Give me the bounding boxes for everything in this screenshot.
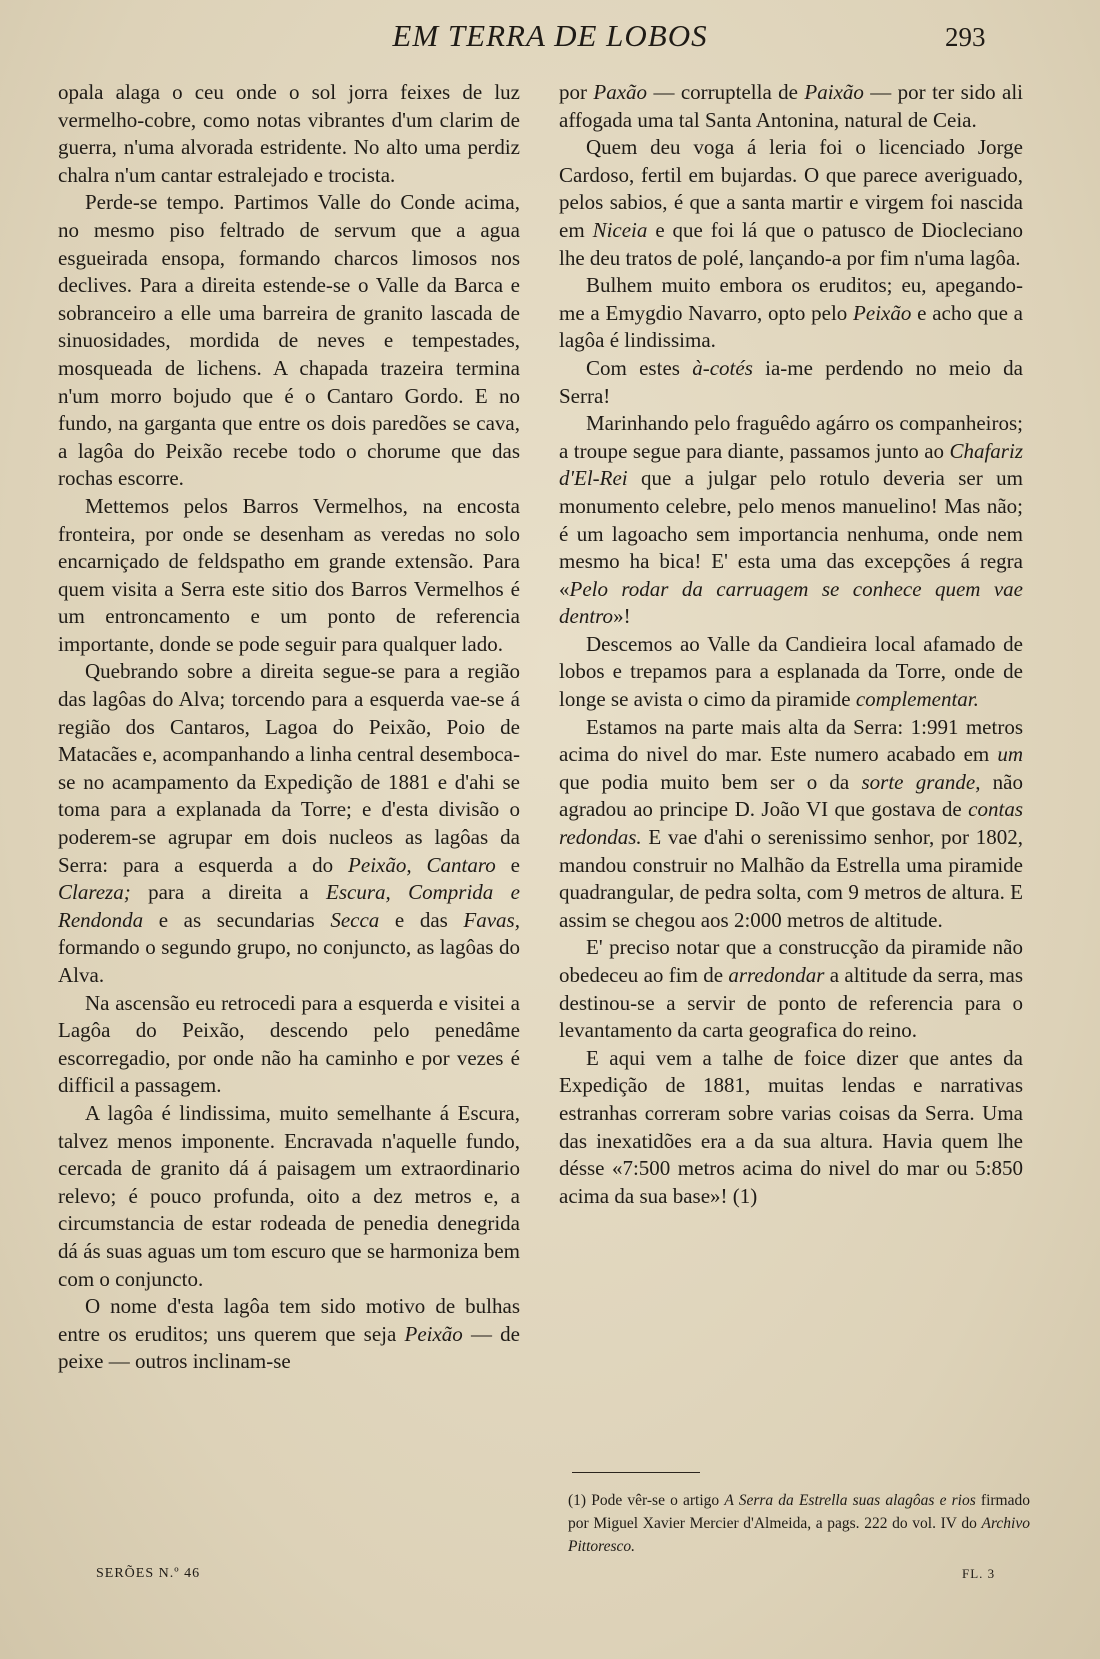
folio-mark: FL. 3 xyxy=(962,1566,996,1581)
paragraph: por Paxão — corruptella de Paixão — por ter sido ali affogada uma tal Santa Antonina, natural de Ceia. xyxy=(559,80,1023,132)
paragraph: A lagôa é lindissima, muito semelhante á Escura, talvez menos imponente. Encravada n'aquelle fundo, cercada de granito dá á paisagem um extraordinario relevo; é pouco profunda, oito a dez metros e, a circumstancia de estar rodeada de penedia denegrida dá ás suas aguas um tom escuro que se harmoniza bem com o conjuncto. xyxy=(58,1100,520,1291)
running-title: EM TERRA DE LOBOS xyxy=(392,18,708,53)
paragraph: Estamos na parte mais alta da Serra: 1:991 metros acima do nivel do mar. Este numero acabado em um que podia muito bem ser o da sorte grande, não agradou ao principe D. João VI que gostava de contas redondas. E vae d'ahi o serenissimo senhor, por 1802, mandou construir no Malhão da Estrella uma piramide quadrangular, de pedra solta, com 9 metros de altura. E assim se chegou aos 2:000 metros de altitude. xyxy=(559,714,1023,932)
footnote: (1) Pode vêr-se o artigo A Serra da Estrella suas alagôas e rios firmado por Miguel Xavier Mercier d'Almeida, a pags. 222 do vol. IV do Archivo Pittoresco. xyxy=(568,1492,1030,1555)
paragraph: Com estes à-cotés ia-me perdendo no meio da Serra! xyxy=(559,355,1023,408)
paragraph: opala alaga o ceu onde o sol jorra feixes de luz vermelho-cobre, como notas vibrantes d'um clarim de guerra, n'uma alvorada estridente. No alto uma perdiz chalra n'um cantar estralejado e trocista. xyxy=(58,80,520,187)
paragraph: Marinhando pelo fraguêdo agárro os companheiros; a troupe segue para diante, passamos junto ao Chafariz d'El-Rei que a julgar pelo rotulo deveria ser um monumento celebre, pelo menos manuelino! Mas não; é um lagoacho sem importancia nenhuma, onde nem mesmo ha bica! E' esta uma das excepções á regra «Pelo rodar da carruagem se conhece quem vae dentro»! xyxy=(559,411,1023,629)
footnote-divider xyxy=(572,1472,700,1473)
paragraph: Bulhem muito embora os eruditos; eu, apegando-me a Emygdio Navarro, opto pelo Peixão e acho que a lagôa é lindissima. xyxy=(559,273,1023,353)
left-column xyxy=(58,79,520,1376)
paragraph: E aqui vem a talhe de foice dizer que antes da Expedição de 1881, muitas lendas e narrativas estranhas correram sobre varias coisas da Serra. Uma das inexatidões era a da sua altura. Havia quem lhe désse «7:500 metros acima do nivel do mar ou 5:850 acima da sua base»! (1) xyxy=(559,1045,1023,1208)
paragraph: Quebrando sobre a direita segue-se para a região das lagôas do Alva; torcendo para a esquerda vae-se á região dos Cantaros, Lagoa do Peixão, Poio de Matacães e, acompanhando a linha central desemboca-se no acampamento da Expedição de 1881 e d'ahi se toma para a explanada da Torre; e d'esta divisão o poderem-se agrupar em dois nucleos as lagôas da Serra: para a esquerda a do Peixão, Cantaro e Clareza; para a direita a Escura, Comprida e Rendonda e as secundarias Secca e das Favas, formando o segundo grupo, no conjuncto, as lagôas do Alva. xyxy=(58,659,521,987)
paragraph: O nome d'esta lagôa tem sido motivo de bulhas entre os eruditos; uns querem que seja Peixão — de peixe — outros inclinam-se xyxy=(58,1294,520,1374)
paragraph: Descemos ao Valle da Candieira local afamado de lobos e trepamos para a esplanada da Torre, onde de longe se avista o cimo da piramide complementar. xyxy=(559,631,1023,712)
paragraph: Na ascensão eu retrocedi para a esquerda e visitei a Lagôa do Peixão, descendo pelo penedâme escorregadio, por onde não ha caminho e por vezes é difficil a passagem. xyxy=(58,990,520,1098)
paragraph: Quem deu voga á leria foi o licenciado Jorge Cardoso, fertil em bujardas. O que parece averiguado, pelos sabios, é que a santa martir e virgem foi nascida em Niceia e que foi lá que o patusco de Diocleciano lhe deu tratos de polé, lançando-a por fim n'uma lagôa. xyxy=(559,135,1023,270)
page-number: 293 xyxy=(945,22,986,52)
right-column xyxy=(559,79,1023,1210)
signature-mark: SERÕES N.º 46 xyxy=(96,1566,201,1581)
paragraph: E' preciso notar que a construcção da piramide não obedeceu ao fim de arredondar a altitude da serra, mas destinou-se a servir de ponto de referencia para o levantamento da carta geografica do reino. xyxy=(559,935,1024,1043)
paragraph: Mettemos pelos Barros Vermelhos, na encosta fronteira, por onde se desenham as veredas no solo encarniçado de feldspatho em grande extensão. Para quem visita a Serra este sitio dos Barros Vermelhos é um entroncamento e um ponto de referencia importante, donde se pode seguir para qualquer lado. xyxy=(58,493,520,656)
paragraph: Perde-se tempo. Partimos Valle do Conde acima, no mesmo piso feltrado de servum que a agua esgueirada ensopa, formando charcos limosos nos declives. Para a direita estende-se o Valle da Barca e sobranceiro a elle uma barreira de granito lascada de sinuosidades, mordida de neves e tempestades, mosqueada de lichens. A chapada trazeira termina n'um morro bojudo que é o Cantaro Gordo. E no fundo, na garganta que entre os dois paredões se cava, a lagôa do Peixão recebe todo o chorume que das rochas escorre. xyxy=(58,190,520,491)
